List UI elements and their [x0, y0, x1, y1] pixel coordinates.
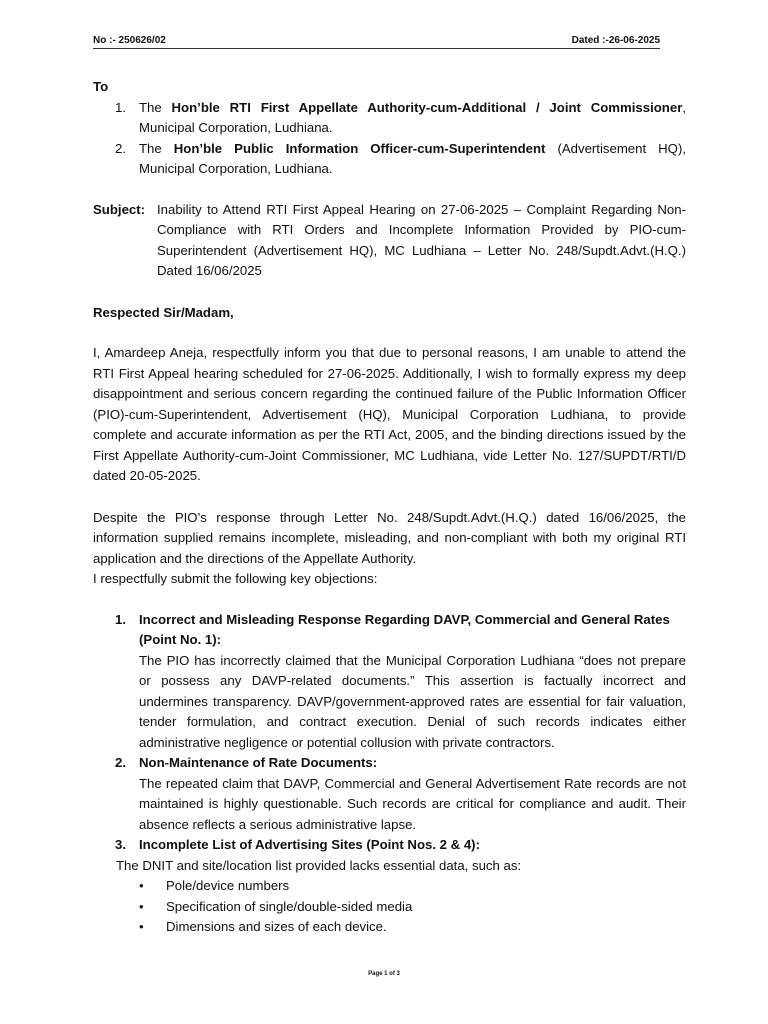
objection-number: 2. — [115, 755, 126, 770]
recipient-prefix: The — [139, 140, 174, 156]
paragraph-response: Despite the PIO’s response through Letter No. 248/Supdt.Advt.(H.Q.) dated 16/06/2025, the information supplied remains incomplete, misleading, and non-compliant with both my original RTI application and the directions of the Appellate Authority. — [93, 509, 686, 566]
objection-title: Non-Maintenance of Rate Documents: — [139, 755, 378, 770]
objection-number: 3. — [115, 837, 126, 852]
recipient-title: Hon’ble Public Information Officer-cum-Superintendent — [173, 140, 546, 156]
list-item-text: Pole/device numbers — [166, 878, 290, 893]
page-number: Page 1 of 3 — [368, 971, 400, 977]
objections-list — [93, 610, 686, 856]
bullet-icon: • — [139, 898, 144, 914]
recipient-item — [93, 139, 686, 180]
subject-block — [93, 200, 686, 282]
recipient-number: 1. — [115, 99, 126, 115]
recipient-list — [93, 98, 686, 180]
objection-number: 1. — [115, 611, 126, 627]
objection-item — [93, 835, 686, 856]
recipient-address: , Municipal Corporation, Ludhiana. — [139, 99, 686, 135]
reference-number: No :- 250626/02 — [93, 35, 166, 46]
objection-text: The PIO has incorrectly claimed that the Municipal Corporation Ludhiana “does not prepare or possess any DAVP-related documents.” This assertion is factually incorrect and undermines transparency. DAVP/government-approved rates are essential for fair valuation, tender formulation, and contract execution. Denial of such records indicates either administrative negligence or potential collusion with private contractors. — [139, 652, 686, 750]
salutation: Respected Sir/Madam, — [93, 304, 234, 320]
recipient-item — [93, 98, 686, 139]
bullet-icon: • — [139, 878, 144, 893]
objection-text: The repeated claim that DAVP, Commercial and General Advertisement Rate records are not maintained is highly questionable. Such records are critical for compliance and audit. Their absence reflects a serious administrative lapse. — [139, 775, 686, 832]
objection-title: Incorrect and Misleading Response Regarding DAVP, Commercial and General Rates (Point No. 1): — [139, 611, 670, 647]
list-item — [93, 876, 686, 897]
bullet-icon: • — [139, 919, 144, 934]
letter-body — [93, 77, 686, 938]
letter-date: Dated :-26-06-2025 — [571, 35, 660, 46]
subject-text: Inability to Attend RTI First Appeal Hearing on 27-06-2025 – Complaint Regarding Non-Compliance with RTI Orders and Incomplete Information Provided by PIO-cum-Superintendent (Advertisement HQ), MC Ludhiana – Letter No. 248/Supdt.Advt.(H.Q.) Dated 16/06/2025 — [157, 201, 686, 278]
dnit-line: The DNIT and site/location list provided lacks essential data, such as: — [116, 857, 522, 873]
recipient-title: Hon’ble RTI First Appellate Authority-cum-Additional / Joint Commissioner — [171, 99, 683, 115]
letter-header — [93, 35, 660, 49]
objection-item — [93, 753, 686, 835]
to-label: To — [93, 79, 109, 94]
objection-item — [93, 610, 686, 754]
list-item-text: Dimensions and sizes of each device. — [166, 919, 387, 934]
paragraph-intro: I, Amardeep Aneja, respectfully inform you that due to personal reasons, I am unable to attend the RTI First Appeal hearing scheduled for 27-06-2025. Additionally, I wish to formally express my deep disappointment and serious concern regarding the continued failure of the Public Information Officer (PIO)-cum-Superintendent, Advertisement (HQ), Municipal Corporation Ludhiana, to provide complete and accurate information as per the RTI Act, 2005, and the binding directions issued by the First Appellate Authority-cum-Joint Commissioner, MC Ludhiana, vide Letter No. 127/SUPDT/RTI/D dated 20-05-2025. — [93, 345, 686, 483]
recipient-address: (Advertisement HQ), Municipal Corporation, Ludhiana. — [139, 140, 686, 176]
list-item — [93, 917, 686, 938]
list-item-text: Specification of single/double-sided media — [166, 898, 413, 914]
recipient-prefix: The — [139, 99, 172, 115]
objection-title: Incomplete List of Advertising Sites (Point Nos. 2 & 4): — [139, 837, 480, 852]
missing-data-list — [93, 876, 686, 938]
recipient-number: 2. — [115, 140, 126, 156]
subject-label: Subject: — [93, 201, 146, 217]
objections-intro: I respectfully submit the following key objections: — [93, 571, 378, 586]
list-item — [93, 897, 686, 918]
